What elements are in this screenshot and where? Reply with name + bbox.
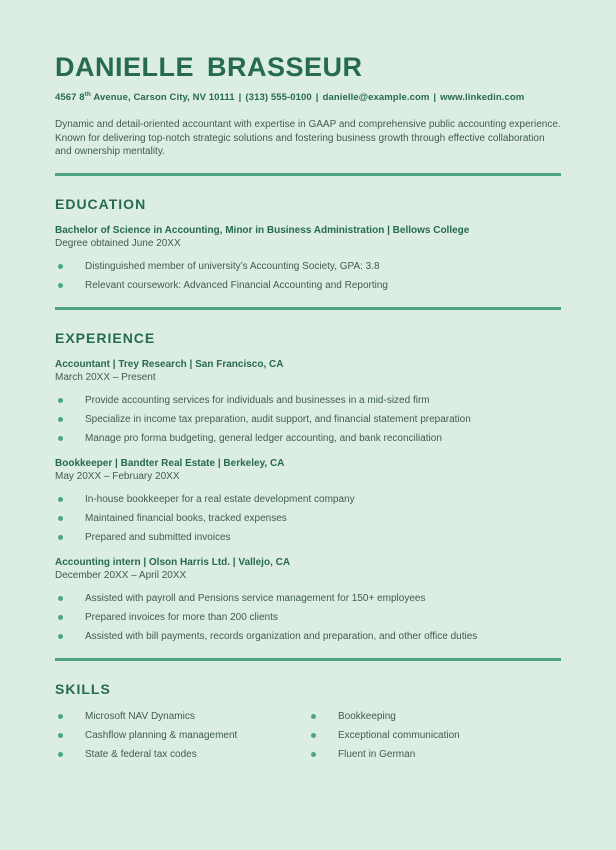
bullet-text: Microsoft NAV Dynamics (85, 710, 195, 722)
bullet-text: Fluent in German (338, 748, 416, 760)
bullet-icon (311, 752, 316, 757)
job-date-line: March 20XX – Present (55, 371, 156, 383)
bullet-text: Distinguished member of university’s Accounting Society, GPA: 3.8 (85, 260, 380, 272)
bullet-icon (58, 264, 63, 269)
bullet-text: Prepared and submitted invoices (85, 531, 231, 543)
list-item (55, 729, 308, 743)
phone-text: (313) 555-0100 (245, 92, 312, 104)
list-item (55, 512, 561, 526)
job-bullet-list (55, 592, 561, 644)
list-item (55, 748, 308, 762)
professional-summary: Dynamic and detail-oriented accountant with expertise in GAAP and comprehensive public accounting experience. Known for delivering top-notch strategic solutions and fostering business growth through effective collaboration and ownership mentality. (55, 119, 561, 158)
list-item (55, 394, 561, 408)
bullet-icon (58, 714, 63, 719)
job-date-line: December 20XX – April 20XX (55, 569, 187, 581)
bullet-text: Exceptional communication (338, 729, 460, 741)
bullet-icon (58, 634, 63, 639)
list-item (55, 413, 561, 427)
bullet-text: Cashflow planning & management (85, 729, 238, 741)
skills-column-1 (55, 710, 308, 767)
bullet-icon (58, 596, 63, 601)
bullet-text: State & federal tax codes (85, 748, 197, 760)
bullet-text: Manage pro forma budgeting, general ledger accounting, and bank reconciliation (85, 432, 442, 444)
bullet-text: Specialize in income tax preparation, audit support, and financial statement preparation (85, 413, 471, 425)
list-item (55, 531, 561, 545)
bullet-icon (311, 714, 316, 719)
list-item (55, 493, 561, 507)
job-date-line: May 20XX – February 20XX (55, 470, 180, 482)
bullet-icon (58, 615, 63, 620)
bullet-text: Prepared invoices for more than 200 clients (85, 611, 278, 623)
resume-page (0, 50, 616, 850)
bullet-icon (58, 497, 63, 502)
contact-separator: | (315, 92, 319, 104)
bullet-icon (58, 417, 63, 422)
list-item (308, 710, 561, 724)
bullet-icon (311, 733, 316, 738)
bullet-icon (58, 283, 63, 288)
ordinal-suffix: th (84, 91, 92, 98)
bullet-icon (58, 535, 63, 540)
education-date-line: Degree obtained June 20XX (55, 237, 181, 249)
skills-section-heading: SKILLS (55, 680, 111, 697)
bullet-icon (58, 752, 63, 757)
bullet-icon (58, 516, 63, 521)
bullet-icon (58, 733, 63, 738)
bullet-text: Maintained financial books, tracked expenses (85, 512, 287, 524)
contact-separator: | (238, 92, 242, 104)
experience-entry (55, 556, 561, 644)
experience-entry (55, 358, 561, 446)
list-item (55, 592, 561, 606)
email-text: danielle@example.com (322, 92, 430, 104)
bullet-text: Provide accounting services for individuals and businesses in a mid-sized firm (85, 394, 430, 406)
job-title-line: Accounting intern | Olson Harris Ltd. | Vallejo, CA (55, 556, 291, 568)
list-item (55, 710, 308, 724)
section-divider (55, 173, 561, 176)
website-text: www.linkedin.com (440, 92, 525, 104)
candidate-name: DANIELLE BRASSEUR (55, 52, 363, 82)
contact-line (55, 91, 561, 103)
list-item (308, 729, 561, 743)
bullet-icon (58, 398, 63, 403)
contact-separator: | (433, 92, 437, 104)
education-section-heading: EDUCATION (55, 195, 147, 212)
experience-entry (55, 457, 561, 545)
experience-section-heading: EXPERIENCE (55, 329, 156, 346)
bullet-icon (58, 436, 63, 441)
bullet-text: Relevant coursework: Advanced Financial Accounting and Reporting (85, 279, 388, 291)
job-bullet-list (55, 493, 561, 545)
list-item (55, 260, 561, 274)
list-item (55, 432, 561, 446)
education-bullet-list (55, 260, 561, 293)
list-item (55, 611, 561, 625)
list-item (55, 630, 561, 644)
bullet-text: Bookkeeping (338, 710, 396, 722)
address-text: 4567 8th Avenue, Carson City, NV 10111 (55, 91, 235, 104)
job-bullet-list (55, 394, 561, 446)
list-item (55, 279, 561, 293)
list-item (308, 748, 561, 762)
bullet-text: In-house bookkeeper for a real estate development company (85, 493, 355, 505)
skills-columns (55, 710, 561, 767)
education-degree-line: Bachelor of Science in Accounting, Minor in Business Administration | Bellows College (55, 224, 470, 236)
bullet-text: Assisted with bill payments, records organization and preparation, and other office duties (85, 630, 478, 642)
job-title-line: Bookkeeper | Bandter Real Estate | Berkeley, CA (55, 457, 285, 469)
skills-column-2 (308, 710, 561, 767)
section-divider (55, 658, 561, 661)
bullet-text: Assisted with payroll and Pensions service management for 150+ employees (85, 592, 426, 604)
job-title-line: Accountant | Trey Research | San Francisco, CA (55, 358, 284, 370)
section-divider (55, 307, 561, 310)
